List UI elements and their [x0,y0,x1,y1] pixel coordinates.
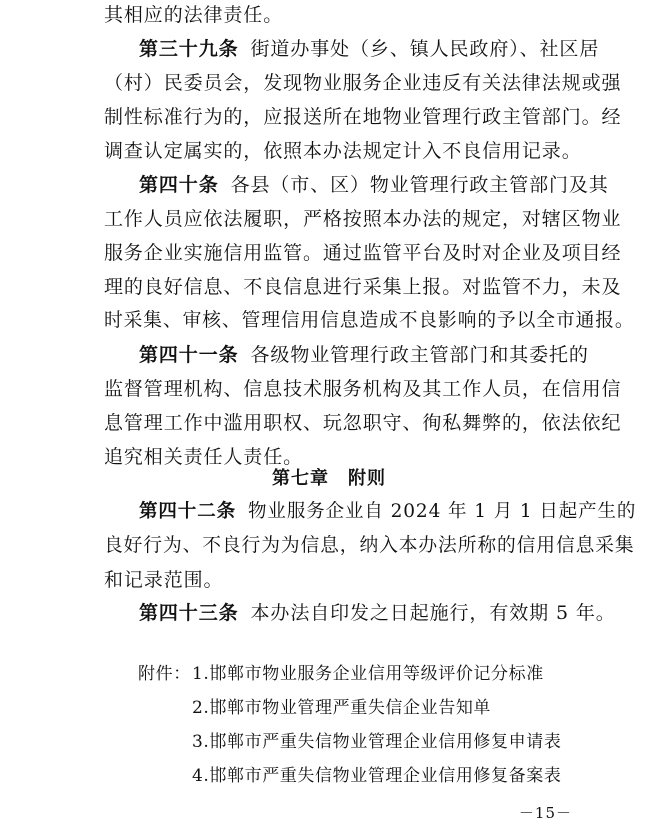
article-42-heading: 第四十二条 [139,501,237,522]
article-43-text: 本办法自印发之日起施行，有效期 5 年。 [250,602,616,624]
article-42-line-2: 良好行为、不良行为为信息，纳入本办法所称的信用信息采集 [104,535,635,556]
paragraph-line: 其相应的法律责任。 [104,4,284,26]
article-40-line-3: 服务企业实施信用监管。通过监管平台及时对企业及项目经 [104,242,622,264]
article-40-heading: 第四十条 [139,174,219,196]
article-43-heading: 第四十三条 [139,602,239,624]
article-39-line-3: 制性标准行为的，应报送所在地物业管理行政主管部门。经 [104,106,622,128]
article-42-line-1 [139,499,636,525]
article-41-line-3: 息管理工作中滥用职权、玩忽职守、徇私舞弊的，依法依纪 [104,412,622,434]
article-39-heading: 第三十九条 [139,38,239,60]
article-40-line-5: 时采集、审核、管理信用信息造成不良影响的予以全市通报。 [104,310,635,331]
article-39-line-4: 调查认定属实的，依照本办法规定计入不良信用记录。 [104,140,582,162]
chapter-heading: 第七章 附则 [272,468,386,489]
page-number: －15－ [518,804,572,822]
article-41-heading: 第四十一条 [139,344,239,366]
article-43-line-1 [139,600,616,626]
attachment-item-2: 2.邯郸市物业管理严重失信企业告知单 [192,698,492,718]
article-39-line-1 [139,36,599,62]
article-39-line-2: （村）民委员会，发现物业服务企业违反有关法律法规或强 [104,72,622,94]
article-41-text: 各级物业管理行政主管部门和其委托的 [250,344,589,366]
attachment-item-3: 3.邯郸市严重失信物业管理企业信用修复申请表 [192,732,562,752]
article-40-line-2: 工作人员应依法履职，严格按照本办法的规定，对辖区物业 [104,208,622,230]
article-41-line-4: 追究相关责任人责任。 [104,446,304,468]
attachment-item-4: 4.邯郸市严重失信物业管理企业信用修复备案表 [192,766,562,786]
article-40-line-4: 理的良好信息、不良信息进行采集上报。对监管不力，未及 [104,276,622,298]
article-42-text: 物业服务企业自 2024 年 1 月 1 日起产生的 [248,501,637,522]
article-41-line-2: 监督管理机构、信息技术服务机构及其工作人员，在信用信 [104,378,622,400]
attachment-label: 附件： [138,664,191,684]
article-40-text: 各县（市、区）物业管理行政主管部门及其 [230,174,609,196]
article-41-line-1 [139,342,589,368]
article-42-line-3: 和记录范围。 [104,569,224,591]
attachment-item-1: 1.邯郸市物业服务企业信用等级评价记分标准 [192,664,544,684]
article-39-text: 街道办事处（乡、镇人民政府）、社区居 [250,38,600,60]
article-40-line-1 [139,172,609,198]
